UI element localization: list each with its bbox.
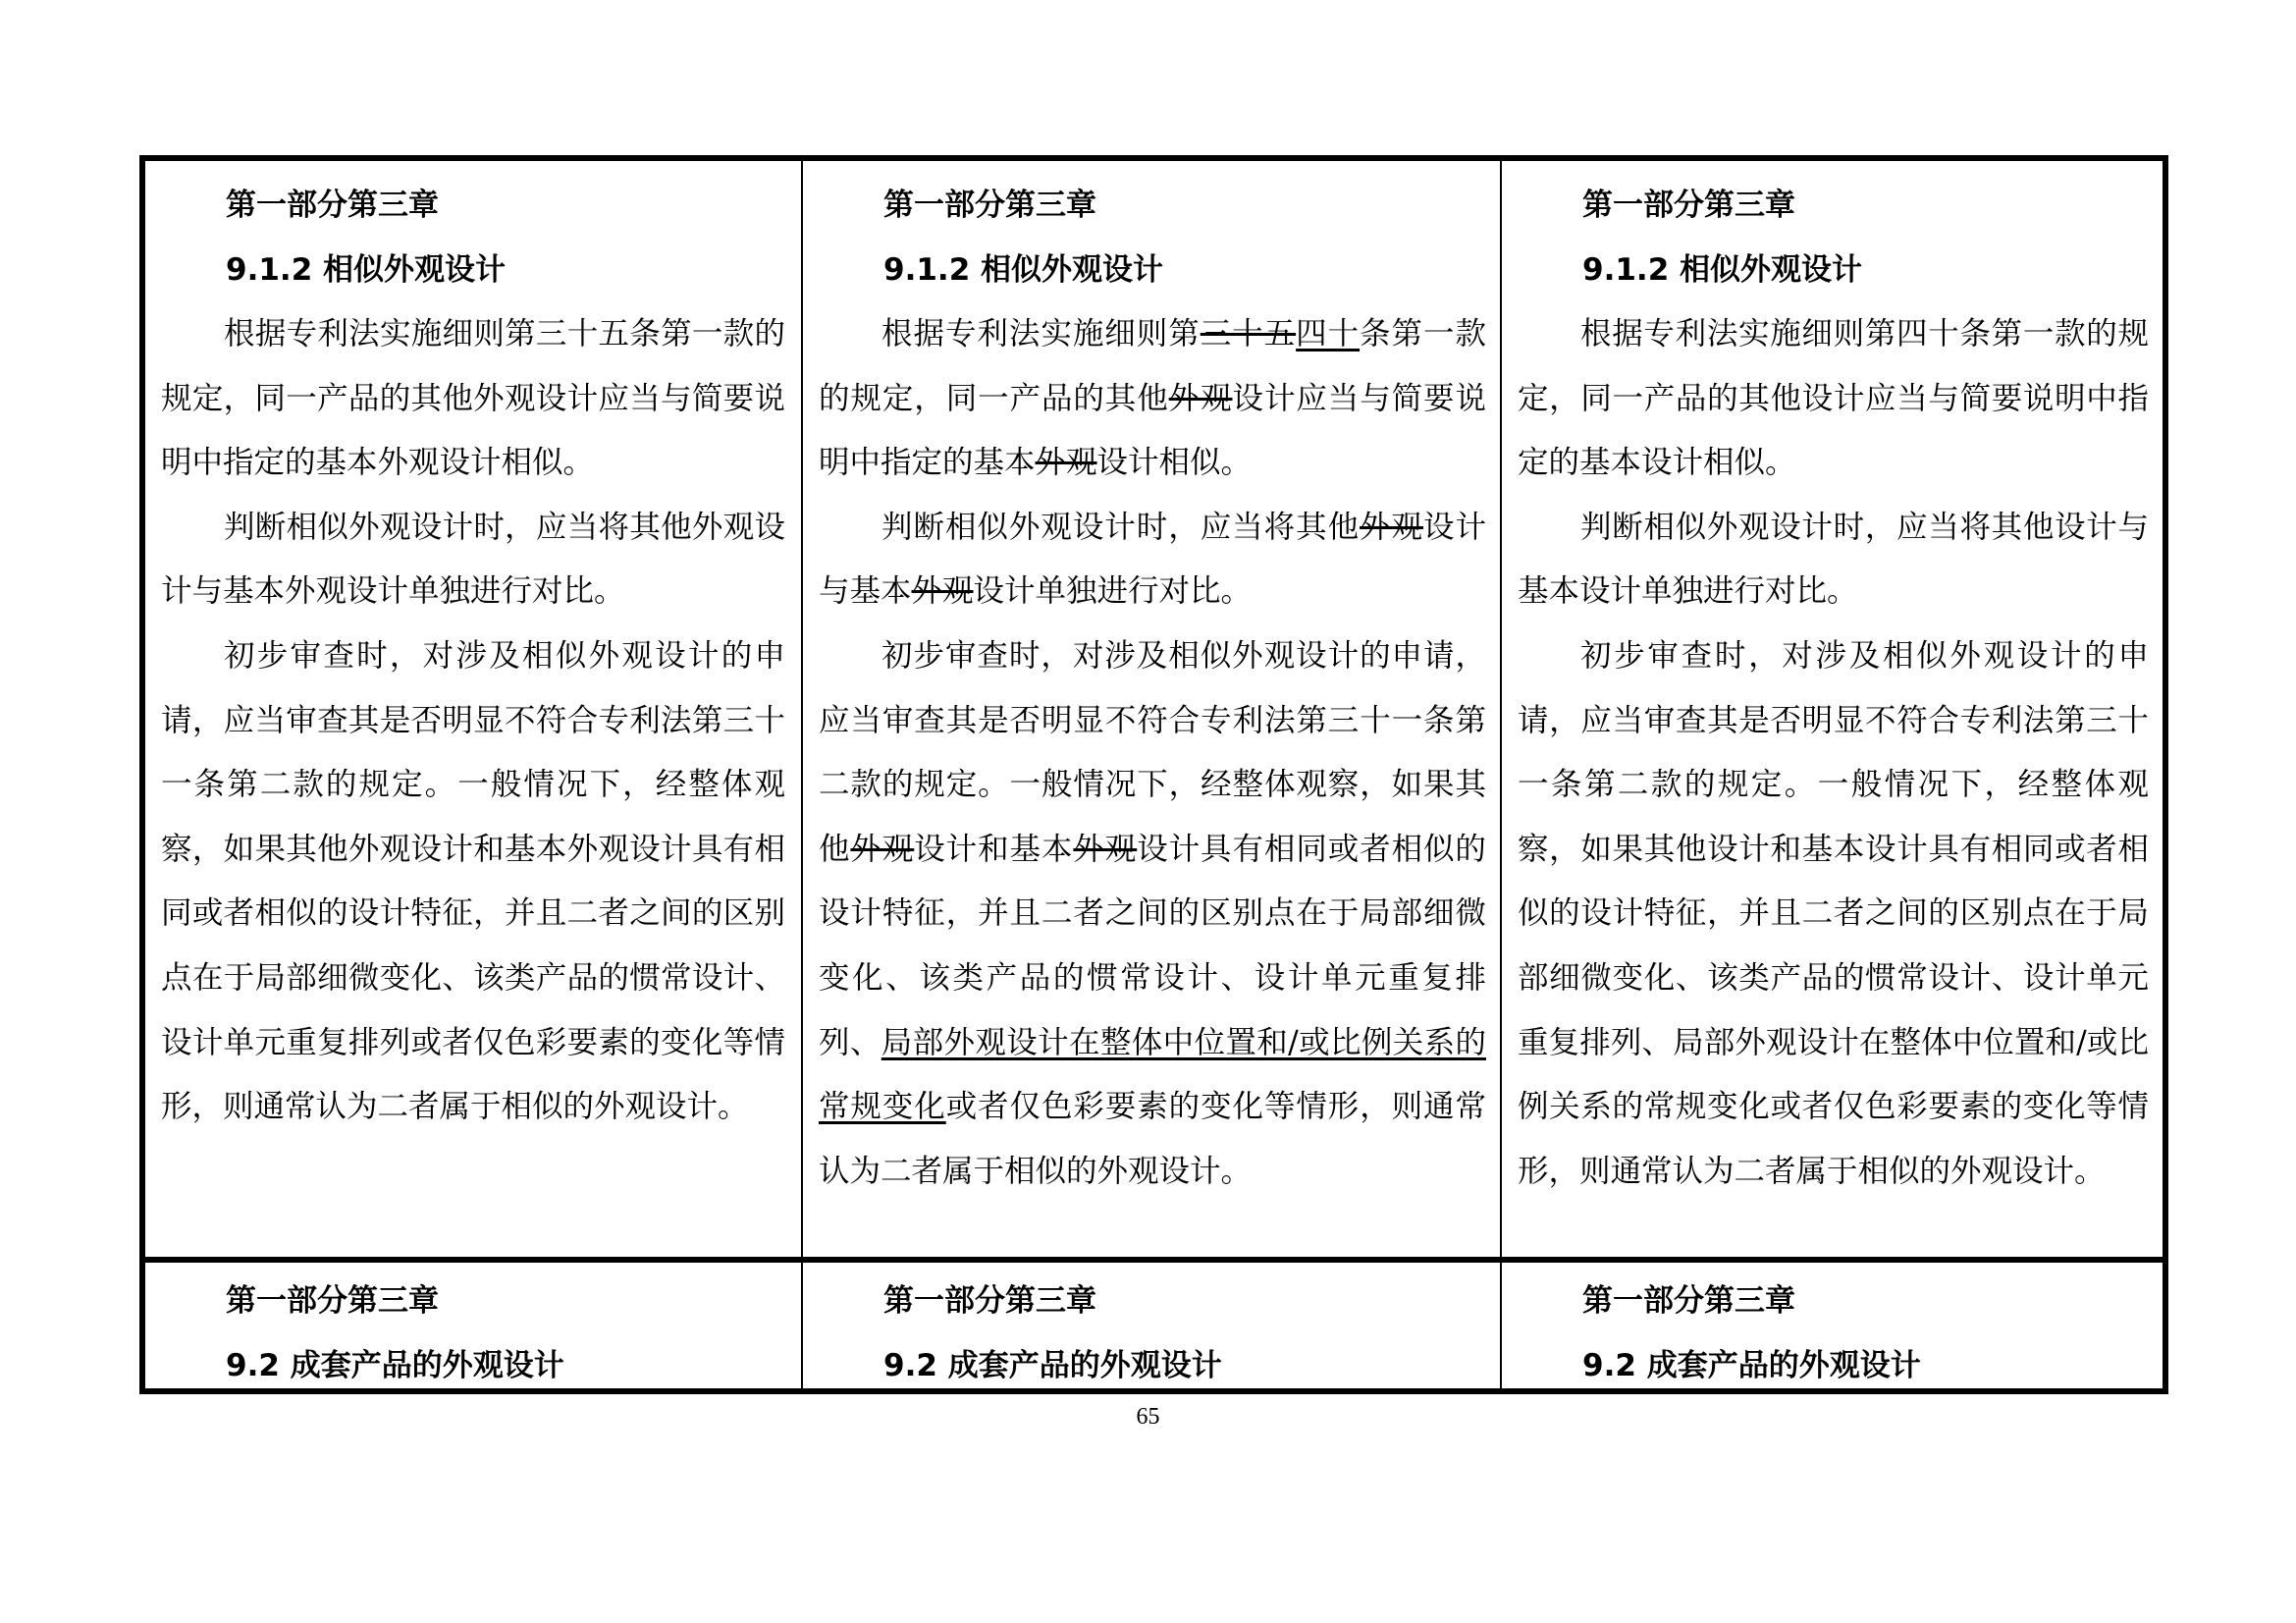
part-chapter-heading: 第一部分第三章: [883, 1283, 1096, 1319]
deleted-text: 外观: [1073, 831, 1138, 867]
revision-markup-cell: [803, 1263, 1502, 1388]
section-heading: 9.2 成套产品的外观设计: [883, 1348, 1222, 1383]
revised-text-cell: [1502, 161, 2163, 1257]
original-text-cell: [145, 161, 803, 1257]
deleted-text: 外观: [1035, 445, 1097, 481]
part-chapter-heading: 第一部分第三章: [1582, 1283, 1795, 1319]
page-number: 65: [1136, 1404, 1160, 1430]
section-heading: 9.2 成套产品的外观设计: [226, 1348, 564, 1383]
paragraph: 判断相似外观设计时，应当将其他外观设计与基本外观设计单独进行对比。: [161, 509, 785, 610]
paragraph: [819, 624, 1486, 1204]
deleted-text: 外观: [911, 573, 974, 610]
section-heading: 9.1.2 相似外观设计: [883, 252, 1164, 288]
text-run: 初步审查时，对涉及相似外观设计的申请，应当审查其是否明显不符合专利法第三十一条第二款的规定。一般情况下，经整体观察，如果其他: [819, 637, 1486, 867]
deleted-text: 外观: [1360, 509, 1423, 545]
inserted-text: 局部外观设计在整体中位置和/或比例关系的常规变化: [819, 1024, 1486, 1125]
paragraph: [819, 302, 1486, 496]
table-row: [145, 161, 2163, 1263]
paragraph: 根据专利法实施细则第四十条第一款的规定，同一产品的其他设计应当与简要说明中指定的基本设计相似。: [1518, 316, 2149, 481]
section-heading: 9.1.2 相似外观设计: [226, 252, 507, 288]
part-chapter-heading: 第一部分第三章: [883, 188, 1096, 223]
text-run: 判断相似外观设计时，应当将其他: [881, 509, 1361, 545]
text-run: 设计应当与简要说明中指定的基本: [819, 380, 1486, 481]
paragraph: 根据专利法实施细则第三十五条第一款的规定，同一产品的其他外观设计应当与简要说明中指定的基本外观设计相似。: [161, 316, 785, 481]
deleted-text: 外观: [1168, 380, 1233, 416]
part-chapter-heading: 第一部分第三章: [226, 1283, 439, 1319]
text-run: 设计与基本: [819, 509, 1486, 610]
text-run: 条第一款的规定，同一产品的其他: [819, 316, 1486, 416]
revised-text-cell: [1502, 1263, 2163, 1388]
section-heading: 9.1.2 相似外观设计: [1582, 252, 1863, 288]
section-heading: 9.2 成套产品的外观设计: [1582, 1348, 1921, 1383]
text-run: 设计和基本: [914, 831, 1074, 867]
part-chapter-heading: 第一部分第三章: [226, 188, 439, 223]
text-run: 设计相似。: [1096, 445, 1253, 481]
paragraph: 初步审查时，对涉及相似外观设计的申请，应当审查其是否明显不符合专利法第三十一条第二款的规定。一般情况下，经整体观察，如果其他设计和基本设计具有相同或者相似的设计特征，并且二者之间的区别点在于局部细微变化、该类产品的惯常设计、设计单元重复排列、局部外观设计在整体中位置和/或比例关系的常规变化或者仅色彩要素的变化等情形，则通常认为二者属于相似的外观设计。: [1518, 637, 2149, 1189]
comparison-table: [139, 155, 2168, 1394]
text-run: 根据专利法实施细则第: [881, 316, 1201, 352]
deleted-text: 三十五: [1200, 316, 1297, 352]
text-run: 或者仅色彩要素的变化等情形，则通常认为二者属于相似的外观设计。: [819, 1089, 1486, 1189]
revision-markup-cell: [803, 161, 1502, 1257]
paragraph: 判断相似外观设计时，应当将其他设计与基本设计单独进行对比。: [1518, 509, 2149, 610]
text-run: 设计具有相同或者相似的设计特征，并且二者之间的区别点在于局部细微变化、该类产品的惯常设计、设计单元重复排列、: [819, 831, 1486, 1060]
deleted-text: 外观: [850, 831, 915, 867]
table-row: [145, 1263, 2163, 1388]
text-run: 设计单独进行对比。: [973, 573, 1253, 610]
paragraph: 初步审查时，对涉及相似外观设计的申请，应当审查其是否明显不符合专利法第三十一条第二款的规定。一般情况下，经整体观察，如果其他外观设计和基本外观设计具有相同或者相似的设计特征，并且二者之间的区别点在于局部细微变化、该类产品的惯常设计、设计单元重复排列或者仅色彩要素的变化等情形，则通常认为二者属于相似的外观设计。: [161, 637, 785, 1125]
inserted-text: 四十: [1296, 316, 1361, 352]
part-chapter-heading: 第一部分第三章: [1582, 188, 1795, 223]
original-text-cell: [145, 1263, 803, 1388]
paragraph: [819, 496, 1486, 624]
